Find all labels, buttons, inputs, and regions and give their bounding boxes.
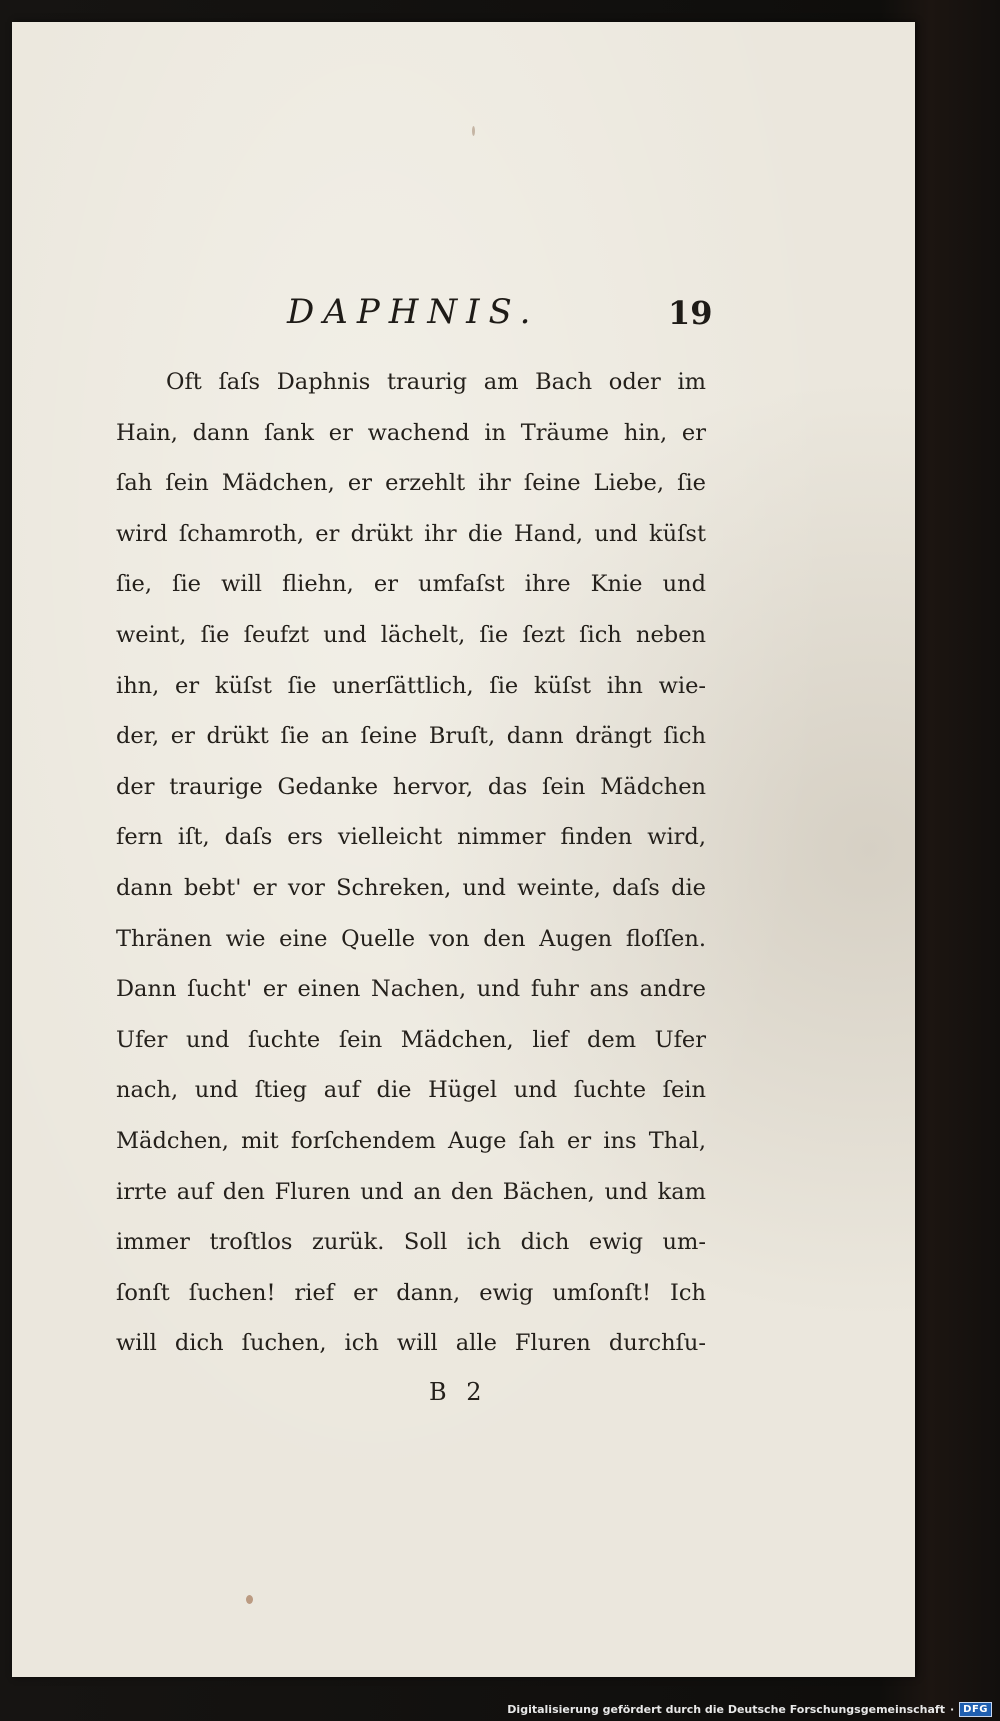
- text-line: ſah ſein Mädchen, er erzehlt ihr ſeine Liebe, ſie: [116, 470, 706, 497]
- paper-stain: [472, 126, 475, 136]
- page-number: 19: [668, 294, 713, 332]
- text-line: Oft ſaſs Daphnis traurig am Bach oder im: [166, 369, 706, 395]
- text-line: ſie, ſie will fliehn, er umfaſst ihre Knie und: [116, 571, 706, 598]
- running-head: DAPHNIS.: [287, 292, 540, 332]
- text-line: dann bebt' er vor Schreken, und weinte, daſs die: [116, 874, 706, 901]
- credit-text: Digitalisierung gefördert durch die Deutsche Forschungsgemeinschaft: [507, 1702, 945, 1716]
- book-page: [12, 22, 915, 1677]
- text-line: immer troſtlos zurük. Soll ich dich ewig um-: [116, 1229, 706, 1256]
- text-line: Hain, dann ſank er wachend in Träume hin, er: [116, 419, 706, 446]
- text-line: Thränen wie eine Quelle von den Augen floſſen.: [116, 925, 706, 952]
- text-line: wird ſchamroth, er drükt ihr die Hand, und küſst: [116, 520, 706, 547]
- dfg-logo-icon: DFG: [959, 1702, 992, 1717]
- text-line: der, er drükt ſie an ſeine Bruſt, dann drängt ſich: [116, 723, 706, 750]
- text-line: will dich ſuchen, ich will alle Fluren durchſu-: [116, 1330, 706, 1357]
- digitization-credit: [507, 1700, 992, 1718]
- text-line: ihn, er küſst ſie unerſättlich, ſie küſst ihn wie-: [116, 672, 706, 699]
- text-line: Ufer und ſuchte ſein Mädchen, lief dem Ufer: [116, 1026, 706, 1053]
- text-line: nach, und ſtieg auf die Hügel und ſuchte ſein: [116, 1077, 706, 1104]
- text-line: der traurige Gedanke hervor, das ſein Mädchen: [116, 773, 706, 800]
- body-text: [116, 357, 706, 1369]
- signature-mark: B 2: [429, 1378, 488, 1406]
- text-line: ſonſt ſuchen! rief er dann, ewig umſonſt! Ich: [116, 1279, 706, 1306]
- credit-separator: ·: [949, 1702, 955, 1716]
- text-line: weint, ſie ſeufzt und lächelt, ſie ſezt ſich neben: [116, 621, 706, 648]
- text-line: Dann ſucht' er einen Nachen, und fuhr ans andre: [116, 976, 706, 1003]
- text-line: irrte auf den Fluren und an den Bächen, und kam: [116, 1178, 706, 1205]
- text-line: fern iſt, daſs ers vielleicht nimmer finden wird,: [116, 824, 706, 851]
- paper-stain: [246, 1595, 253, 1604]
- text-line: Mädchen, mit forſchendem Auge ſah er ins Thal,: [116, 1127, 706, 1154]
